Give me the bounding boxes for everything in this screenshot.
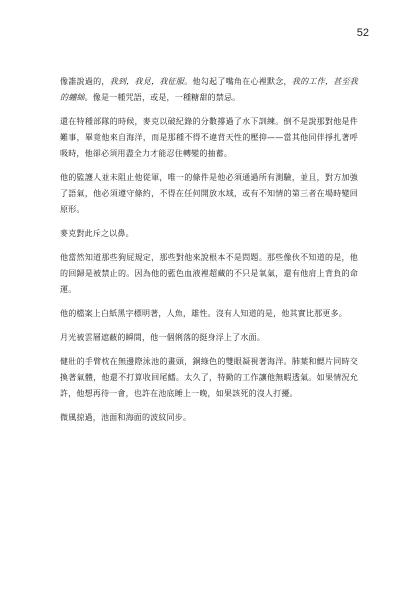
text-run: 。像是一種咒語，或是，一種糖甜的禁忌。 xyxy=(84,93,241,102)
paragraph xyxy=(60,306,358,322)
text-run: 麥克對此斥之以鼻。 xyxy=(60,229,134,238)
text-run: 他的監護人並未阻止他從軍，唯一的條件是他必須通過所有測驗，並且，對方加強了語氣，他必須遵守條約，不得在任何開放水域，或有不知情的第三者在場時變回原形。 xyxy=(60,173,358,214)
paragraph xyxy=(60,354,358,402)
text-run: 他的檔案上白紙黑字標明著，人魚，雄性。沒有人知道的是，他其實比那更多。 xyxy=(60,309,347,318)
text-run: 還在特種部隊的時候，麥克以破紀錄的分數撐過了水下訓練。倒不是說那對他是件難事，畢竟他來自海洋，而是那種不得不違背天性的壓抑——當其他同伴掙扎著呼吸時，他卻必須用盡全力才能忍住轉變的抽蓄。 xyxy=(60,117,358,158)
text-run: 像誰說過的， xyxy=(60,77,110,86)
page-number: 52 xyxy=(356,27,369,39)
italic-phrase: 我的工作，甚至我的纏綿 xyxy=(60,77,358,102)
paragraph xyxy=(60,170,358,218)
text-run: 。他勾起了嘴角在心裡默念， xyxy=(184,77,292,86)
paragraph xyxy=(60,226,358,242)
paragraph xyxy=(60,330,358,346)
text-run: 月光被雲層遮蔽的瞬間，他一個俐落的挺身浮上了水面。 xyxy=(60,333,265,342)
italic-phrase: 我到，我見，我征服 xyxy=(109,77,185,86)
text-run: 他當然知道那些狗屁規定，那些對他來說根本不是問題。那些像伙不知道的是，他的回歸是被禁止的。因為他的藍色血液裡超藏的不只是氧氣，還有他肩上背負的命運。 xyxy=(60,253,358,294)
paragraph xyxy=(60,114,358,162)
text-run: 微風掠過，池面和海面的波紋同步。 xyxy=(60,413,192,422)
text-run: 健壯的手臂枕在無邊際泳池的畫頭，銅綠色的雙眼凝視著海洋。肺葉和鰓片同時交換著氣體，他還不打算收回尾鰭。太久了，特勤的工作讓他無暇透氣。如果情況允許，他想再待一會，也許在池底睡上一晚，如果該死的沒人打擾。 xyxy=(60,357,358,398)
paragraph xyxy=(60,410,358,426)
paragraph xyxy=(60,74,358,106)
story-text xyxy=(60,74,358,434)
paragraph xyxy=(60,250,358,298)
